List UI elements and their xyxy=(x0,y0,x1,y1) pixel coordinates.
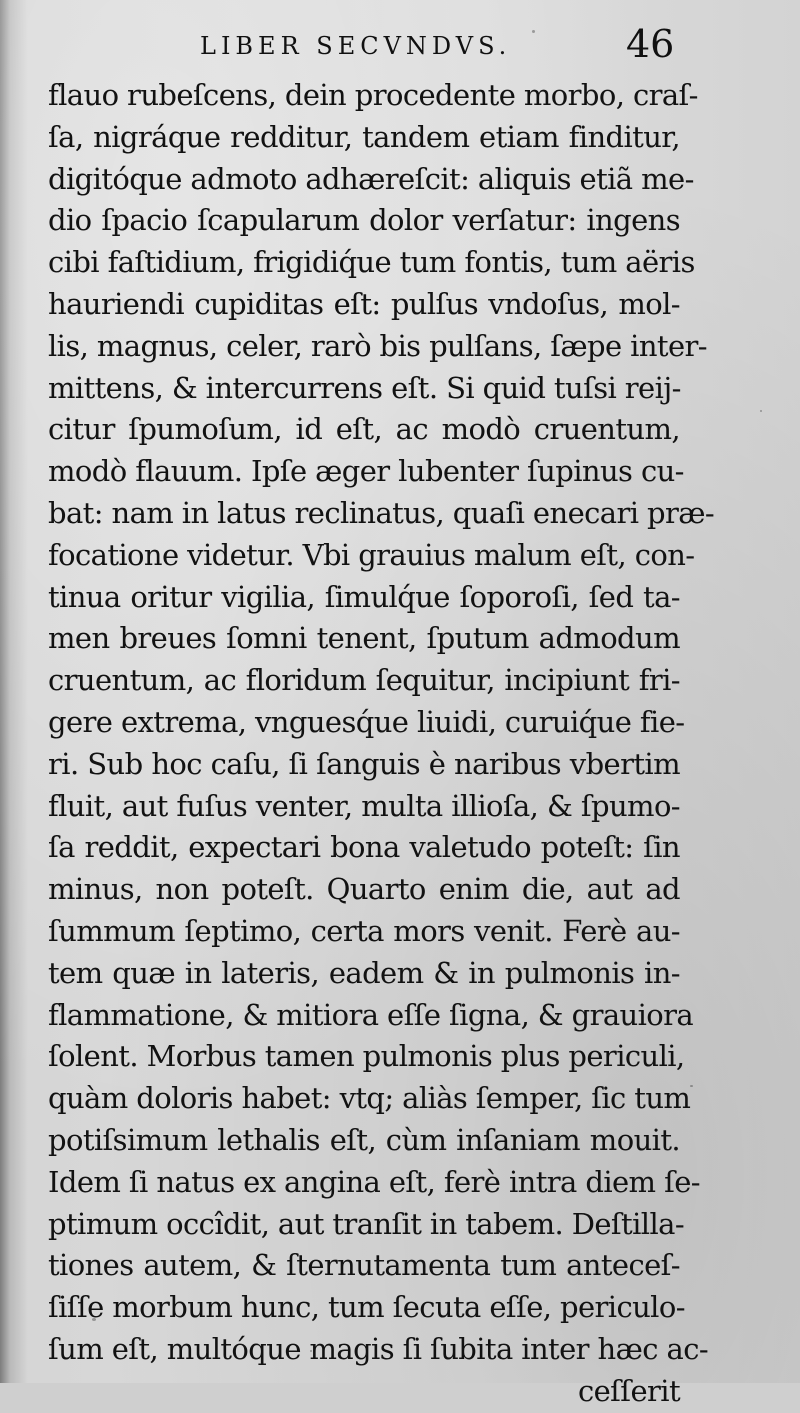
text-line: modò flauum. Ipſe æger lubenter ſupinus cu- xyxy=(48,454,684,489)
text-line: ſiſſe morbum hunc, tum ſecuta eſſe, periculo- xyxy=(48,1290,685,1325)
text-line: men breues ſomni tenent, ſputum admodum xyxy=(48,621,680,656)
paper-speck xyxy=(760,410,762,412)
text-line: lis, magnus, celer, rarò bis pulſans, ſæpe inter- xyxy=(48,328,707,363)
text-line: tinua oritur vigilia, ſimulq́ue ſoporoſi, ſed ta- xyxy=(48,579,680,614)
text-line: hauriendi cupiditas eſt: pulſus vndoſus, mol- xyxy=(48,286,680,321)
text-line: fluit, aut fuſus venter, multa illioſa, & ſpumo- xyxy=(48,788,680,823)
page-header xyxy=(0,22,800,74)
text-line: ſolent. Morbus tamen pulmonis plus periculi, xyxy=(48,1039,685,1074)
text-line: focatione videtur. Vbi grauius malum eſt, con- xyxy=(48,537,695,572)
paper-speck xyxy=(92,1318,96,1321)
text-line: citur ſpumoſum, id eſt, ac modò cruentum, xyxy=(48,412,680,447)
text-line: quàm doloris habet: vtq; aliàs ſemper, ſic tum xyxy=(48,1081,691,1116)
text-line: ri. Sub hoc caſu, ſi ſanguis è naribus vbertim xyxy=(48,746,680,781)
text-line: ſum eſt, multóque magis ſi ſubita inter hæc ac- xyxy=(48,1331,709,1366)
text-line: ptimum occîdit, aut tranſit in tabem. Deſtilla- xyxy=(48,1206,685,1241)
text-line: cibi faſtidium, frigidiq́ue tum fontis, tum aëris xyxy=(48,245,695,280)
text-line: tem quæ in lateris, eadem & in pulmonis in- xyxy=(48,955,680,990)
text-line: ſummum ſeptimo, certa mors venit. Ferè au- xyxy=(48,913,680,948)
running-title: LIBER SECVNDVS. xyxy=(200,32,512,60)
body-text xyxy=(48,75,715,1413)
text-line: Idem ſi natus ex angina eſt, ferè intra diem ſe- xyxy=(48,1164,700,1199)
page-number: 46 xyxy=(626,22,675,66)
text-line: ſa reddit, expectari bona valetudo poteſt: ſin xyxy=(48,830,680,865)
text-line: bat: nam in latus reclinatus, quaſi enecari præ- xyxy=(48,495,715,530)
text-line: cruentum, ac floridum ſequitur, incipiunt fri- xyxy=(48,663,680,698)
text-line: tiones autem, & ſternutamenta tum anteceſ- xyxy=(48,1248,680,1283)
text-line: potiſsimum lethalis eſt, cùm inſaniam mouit. xyxy=(48,1122,680,1157)
text-line: minus, non poteſt. Quarto enim die, aut ad xyxy=(48,872,680,907)
paper-speck xyxy=(690,1085,693,1087)
text-line: digitóque admoto adhæreſcit: aliquis etiã me- xyxy=(48,161,694,196)
catchword: ceſſerit xyxy=(577,1373,680,1408)
paper-speck xyxy=(532,30,535,33)
text-line: ſa, nigráque redditur, tandem etiam finditur, xyxy=(48,119,680,154)
text-line: dio ſpacio ſcapularum dolor verſatur: ingens xyxy=(48,203,680,238)
text-line: mittens, & intercurrens eſt. Si quid tuſsi reij- xyxy=(48,370,681,405)
text-line: flammatione, & mitiora eſſe ſigna, & grauiora xyxy=(48,997,694,1032)
text-line: flauo rubeſcens, dein procedente morbo, craſ- xyxy=(48,78,698,112)
text-line: gere extrema, vnguesq́ue liuidi, curuiq́ue fie- xyxy=(48,704,685,739)
paper-speck xyxy=(310,1350,312,1352)
